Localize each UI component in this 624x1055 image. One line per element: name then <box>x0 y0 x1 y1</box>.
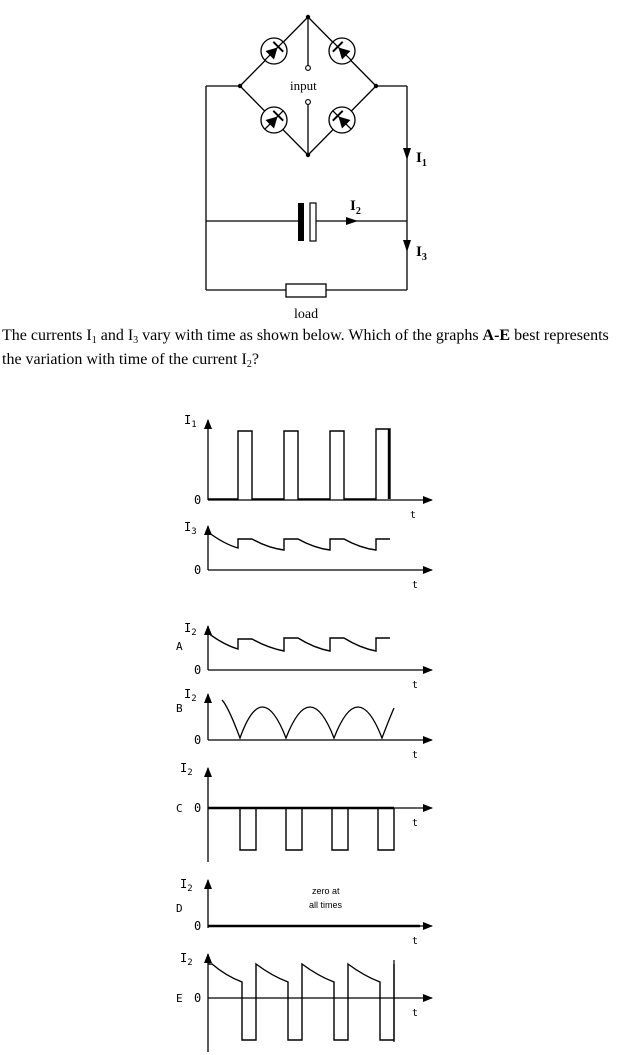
input-terminal-bottom <box>306 100 311 105</box>
i3-arrow <box>403 240 411 252</box>
b-y-label: $I_2$ <box>184 687 197 704</box>
a-waveform <box>208 633 390 651</box>
i1-zero-label: 0 <box>194 493 202 507</box>
d-zero-label: 0 <box>194 919 202 933</box>
input-label: input <box>290 78 317 93</box>
c-t-label: t <box>412 818 419 829</box>
i1-waveform <box>208 429 390 499</box>
i2-label: $I_2$ <box>350 198 361 217</box>
c-letter-label: C <box>176 802 183 815</box>
b-t-label: t <box>412 750 419 761</box>
a-zero-label: 0 <box>194 663 202 677</box>
a-t-label: t <box>412 680 419 691</box>
b-letter-label: B <box>176 702 183 715</box>
i3-zero-label: 0 <box>194 563 202 577</box>
i2-arrow <box>346 217 358 225</box>
d-note-line2: all times <box>309 900 343 910</box>
i1-t-label: t <box>410 510 417 521</box>
e-zero-label: 0 <box>194 991 202 1005</box>
d-y-label: $I_2$ <box>180 877 193 894</box>
load-resistor <box>286 284 326 297</box>
a-letter-label: A <box>176 640 183 653</box>
i3-y-label: $I_3$ <box>184 520 197 537</box>
i3-label: $I_3$ <box>416 244 427 263</box>
i3-t-label: t <box>412 580 419 591</box>
e-t-label: t <box>412 1008 419 1019</box>
c-y-label: $I_2$ <box>180 761 193 778</box>
b-waveform <box>222 700 394 738</box>
i1-label: $I_1$ <box>416 150 427 169</box>
c-zero-label: 0 <box>194 801 202 815</box>
i3-waveform <box>208 532 390 550</box>
a-y-label: $I_2$ <box>184 621 197 638</box>
e-y-label: $I_2$ <box>180 951 193 968</box>
d-letter-label: D <box>176 902 183 915</box>
b-zero-label: 0 <box>194 733 202 747</box>
load-label: load <box>294 307 319 322</box>
c-waveform <box>208 808 394 850</box>
i1-y-label: $I_1$ <box>184 413 197 430</box>
capacitor <box>298 203 316 241</box>
d-note-line1: zero at <box>312 886 340 896</box>
i1-arrow <box>403 148 411 160</box>
input-terminal-top <box>306 66 311 71</box>
question-text: The currents $I_1$ and $I_3$ vary with time as shown below. Which of the graphs A-E best represents the variation with time of the current $I_2$? <box>2 327 609 370</box>
e-letter-label: E <box>176 992 183 1005</box>
d-t-label: t <box>412 936 419 947</box>
e-waveform <box>208 964 394 1040</box>
